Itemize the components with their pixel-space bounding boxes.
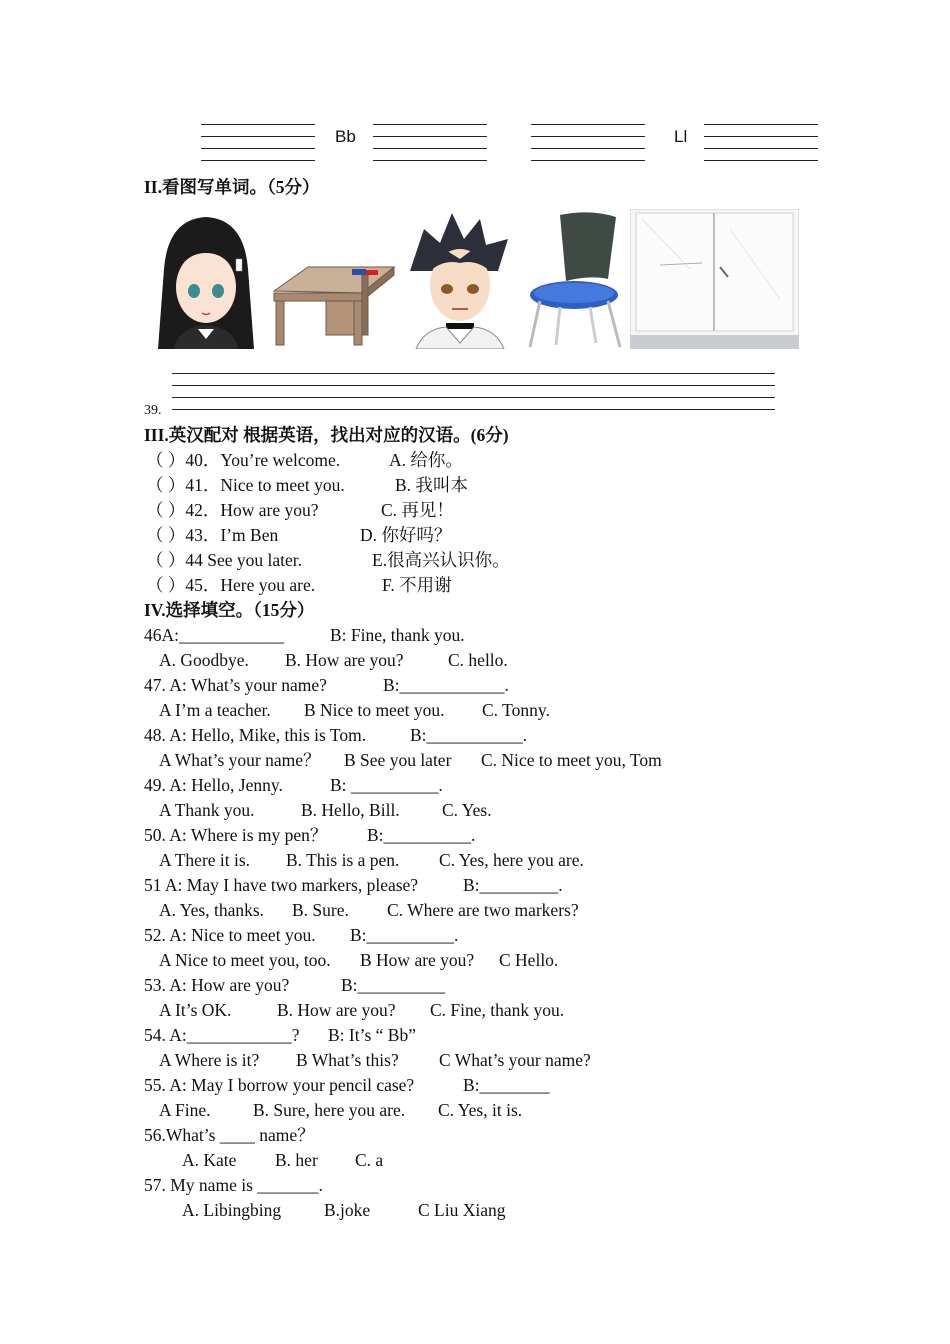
option-52-b: B How are you? <box>360 950 475 970</box>
option-57-b: B.joke <box>324 1200 371 1220</box>
option-53-c: C. Fine, thank you. <box>430 1000 565 1020</box>
match-answer-b: B. 我叫本 <box>395 475 468 495</box>
section-2-title: II.看图写单词。（5分） <box>144 177 320 197</box>
match-answer-e: E.很高兴认识你。 <box>372 550 510 570</box>
match-answer-c: C. 再见！ <box>381 500 454 520</box>
question-52-reply: B:__________. <box>350 925 459 945</box>
match-answer-d: D. 你好吗？ <box>360 525 452 545</box>
question-48: 48. A: Hello, Mike, this is Tom. <box>144 725 367 745</box>
question-50-reply: B:__________. <box>367 825 476 845</box>
boy-picture <box>400 209 518 349</box>
match-question-40: （ ）40．You’re welcome. <box>146 450 341 470</box>
question-49: 49. A: Hello, Jenny. <box>144 775 283 795</box>
match-question-41: （ ）41．Nice to meet you. <box>146 475 345 495</box>
option-53-b: B. How are you? <box>277 1000 396 1020</box>
girl-picture <box>144 209 266 349</box>
chair-picture <box>520 209 628 349</box>
question-46: 46A:____________ <box>144 625 284 645</box>
question-51-reply: B:_________. <box>463 875 563 895</box>
question-54-reply: B: It’s “ Bb” <box>328 1025 416 1045</box>
question-53: 53. A: How are you? <box>144 975 290 995</box>
question-47-reply: B:____________. <box>383 675 509 695</box>
option-48-b: B See you later <box>344 750 452 770</box>
option-48-c: C. Nice to meet you, Tom <box>481 750 662 770</box>
letter-ll: Ll <box>674 127 688 146</box>
option-46-b: B. How are you? <box>285 650 404 670</box>
option-57-a: A. Libingbing <box>182 1200 282 1220</box>
option-56-b: B. her <box>275 1150 318 1170</box>
option-51-c: C. Where are two markers? <box>387 900 579 920</box>
option-57-c: C Liu Xiang <box>418 1200 506 1220</box>
question-47: 47. A: What’s your name? <box>144 675 327 695</box>
option-55-b: B. Sure, here you are. <box>253 1100 406 1120</box>
option-54-b: B What’s this? <box>296 1050 399 1070</box>
option-49-b: B. Hello, Bill. <box>301 800 400 820</box>
option-51-b: B. Sure. <box>292 900 349 920</box>
option-47-a: A I’m a teacher. <box>159 700 271 720</box>
question-57: 57. My name is _______. <box>144 1175 323 1195</box>
section-4-title: IV.选择填空。（15分） <box>144 600 315 620</box>
option-54-c: C What’s your name? <box>439 1050 591 1070</box>
option-50-c: C. Yes, here you are. <box>439 850 584 870</box>
match-question-43: （ ）43．I’m Ben <box>146 525 279 545</box>
question-48-reply: B:___________. <box>410 725 528 745</box>
option-49-a: A Thank you. <box>159 800 255 820</box>
question-46-reply: B: Fine, thank you. <box>330 625 465 645</box>
question-56: 56.What’s ____ name？ <box>144 1125 315 1145</box>
option-52-c: C Hello. <box>499 950 559 970</box>
match-answer-f: F. 不用谢 <box>382 575 452 595</box>
question-55-reply: B:________ <box>463 1075 550 1095</box>
option-55-c: C. Yes, it is. <box>438 1100 523 1120</box>
match-question-45: （ ）45．Here you are. <box>146 575 316 595</box>
question-54: 54. A:____________? <box>144 1025 300 1045</box>
section-3-title: III.英汉配对 根据英语，找出对应的汉语。(6分) <box>144 425 509 445</box>
question-51: 51 A: May I have two markers, please? <box>144 875 419 895</box>
option-53-a: A It’s OK. <box>159 1000 232 1020</box>
question-53-reply: B:__________ <box>341 975 446 995</box>
option-54-a: A Where is it? <box>159 1050 260 1070</box>
question-50: 50. A: Where is my pen？ <box>144 825 328 845</box>
match-question-42: （ ）42．How are you? <box>146 500 319 520</box>
option-51-a: A. Yes, thanks. <box>159 900 265 920</box>
option-47-b: B Nice to meet you. <box>304 700 445 720</box>
option-56-c: C. a <box>355 1150 384 1170</box>
option-52-a: A Nice to meet you, too. <box>159 950 331 970</box>
option-46-c: C. hello. <box>448 650 508 670</box>
question-49-reply: B: __________. <box>330 775 443 795</box>
option-50-a: A There it is. <box>159 850 251 870</box>
option-48-a: A What’s your name？ <box>159 750 321 770</box>
question-52: 52. A: Nice to meet you. <box>144 925 316 945</box>
question-number-39: 39. <box>144 403 162 418</box>
match-question-44: （ ）44 See you later. <box>146 550 303 570</box>
door-picture <box>630 209 799 349</box>
option-49-c: C. Yes. <box>442 800 492 820</box>
question-55: 55. A: May I borrow your pencil case? <box>144 1075 415 1095</box>
option-56-a: A. Kate <box>182 1150 237 1170</box>
desk-picture <box>268 209 398 349</box>
option-47-c: C. Tonny. <box>482 700 550 720</box>
letter-bb: Bb <box>335 127 356 146</box>
option-46-a: A. Goodbye. <box>159 650 249 670</box>
match-answer-a: A. 给你。 <box>389 450 463 470</box>
option-50-b: B. This is a pen. <box>286 850 400 870</box>
option-55-a: A Fine. <box>159 1100 211 1120</box>
